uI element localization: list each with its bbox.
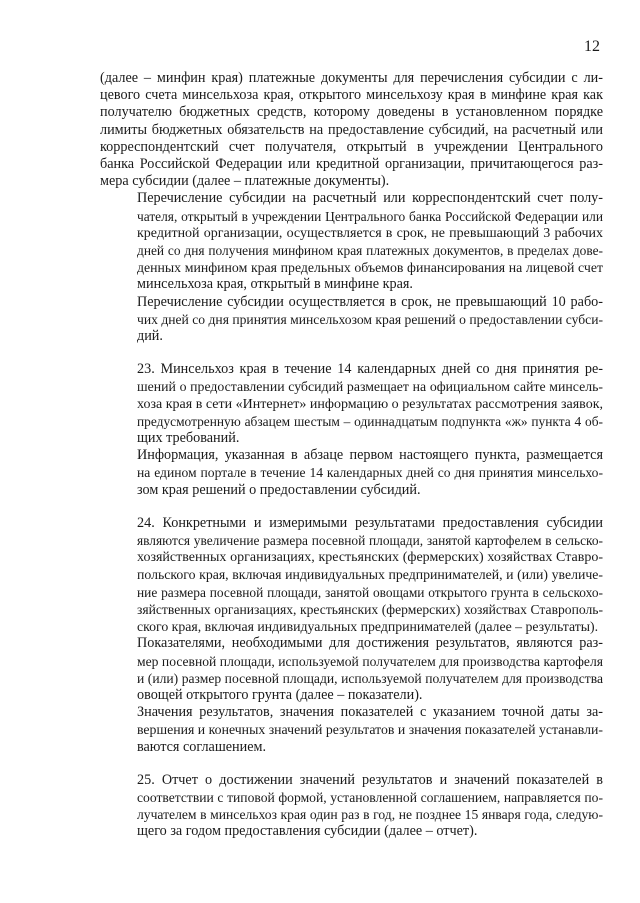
text-line: щих требований. — [137, 430, 240, 447]
text-line: кредитной организации, осуществляется в срок, не превышающий 3 рабочих — [137, 225, 603, 241]
text-line: соответствии с типовой формой, установленной соглашением, направляется по- — [137, 789, 603, 805]
paragraph — [100, 704, 603, 756]
text-line: хоза края в сети «Интернет» информацию о результатах рассмотрения заявок, — [137, 396, 603, 412]
paragraph — [100, 447, 603, 499]
text-line: и (или) размер посевной площади, используемой получателем для производства — [137, 670, 603, 686]
paragraph — [100, 772, 603, 841]
text-line: вершения и конечных значений результатов и значения показателей устанавли- — [137, 722, 603, 738]
text-line: ского края, включая индивидуальных предпринимателей (далее – результаты). — [137, 619, 599, 635]
text-line: чих дней со дня принятия минсельхозом края решений о предоставлении субси- — [137, 311, 603, 327]
text-line: мера субсидии (далее – платежные документы). — [100, 173, 390, 190]
text-line: польского края, включая индивидуальных предпринимателей, и (или) увеличе- — [137, 567, 603, 583]
text-line: Перечисление субсидии осуществляется в срок, не превышающий 10 рабо- — [137, 293, 603, 310]
text-line: овощей открытого грунта (далее – показатели). — [137, 686, 423, 703]
paragraph — [100, 515, 603, 635]
text-line: Показателями, необходимыми для достижения результатов, являются раз- — [137, 635, 603, 652]
text-line: предусмотренную абзацем шестым – одиннадцатым подпункта «ж» пункта 4 об- — [137, 413, 603, 429]
text-line: лимиты бюджетных обязательств на предоставление субсидий, на расчетный или — [100, 121, 603, 138]
page-number: 12 — [584, 38, 600, 55]
text-line: корреспондентский счет получателя, открытый в учреждении Центрального — [100, 138, 603, 155]
text-line: являются увеличение размера посевной площади, занятой картофелем в сельско- — [137, 533, 603, 549]
text-line: (далее – минфин края) платежные документы для перечисления субсидии с ли- — [100, 70, 603, 86]
text-line: ние размера посевной площади, занятой овощами открытого грунта в сельскохо- — [137, 584, 603, 600]
text-line: на едином портале в течение 14 календарных дней со дня принятия минсельхо- — [137, 465, 603, 481]
text-line: хозяйственных организациях, крестьянских (фермерских) хозяйствах Ставро- — [137, 550, 603, 566]
text-line: зом края решений о предоставлении субсидий. — [137, 481, 421, 498]
text-line: Информация, указанная в абзаце первом настоящего пункта, размещается — [137, 447, 603, 464]
text-line: чателя, открытый в учреждении Центрального банка Российской Федерации или — [137, 208, 603, 224]
text-line: ваются соглашением. — [137, 738, 267, 755]
text-line: лучателем в минсельхоз края один раз в год, не позднее 15 января года, следую- — [137, 807, 603, 823]
text-line: цевого счета минсельхоза края, открытого минсельхозу края в минфине края как — [100, 87, 603, 104]
text-line: банка Российской Федерации или кредитной организации, причитающегося раз- — [100, 156, 603, 173]
text-line: шений о предоставлении субсидий размещает на официальном сайте минсель- — [137, 379, 603, 395]
paragraph — [100, 190, 603, 293]
text-line: 25. Отчет о достижении значений результатов и значений показателей в — [137, 771, 603, 788]
text-line: 23. Минсельхоз края в течение 14 календарных дней со дня принятия ре- — [137, 361, 603, 378]
text-line: мер посевной площади, используемой получателем для производства картофеля — [137, 653, 603, 669]
paragraph — [100, 294, 603, 346]
paragraph — [100, 635, 603, 704]
text-line: щего за годом предоставления субсидии (далее – отчет). — [137, 823, 478, 840]
text-line: 24. Конкретными и измеримыми результатами предоставления субсидии — [137, 514, 603, 531]
text-line: дней со дня получения минфином края платежных документов, в пределах дове- — [137, 243, 603, 259]
paragraph — [100, 361, 603, 447]
paragraph — [100, 70, 603, 190]
text-line: Перечисление субсидии на расчетный или корреспондентский счет полу- — [137, 190, 603, 207]
document-body — [100, 70, 603, 841]
text-line: зяйственных организациях, крестьянских (фермерских) хозяйствах Ставрополь- — [137, 601, 603, 617]
text-line: минсельхоза края, открытый в минфине края. — [137, 276, 413, 293]
text-line: получателю бюджетных средств, которому доведены в установленном порядке — [100, 104, 603, 121]
text-line: Значения результатов, значения показателей с указанием точной даты за- — [137, 704, 603, 721]
text-line: дий. — [137, 328, 163, 345]
text-line: денных минфином края предельных объемов финансирования на лицевой счет — [137, 260, 603, 276]
